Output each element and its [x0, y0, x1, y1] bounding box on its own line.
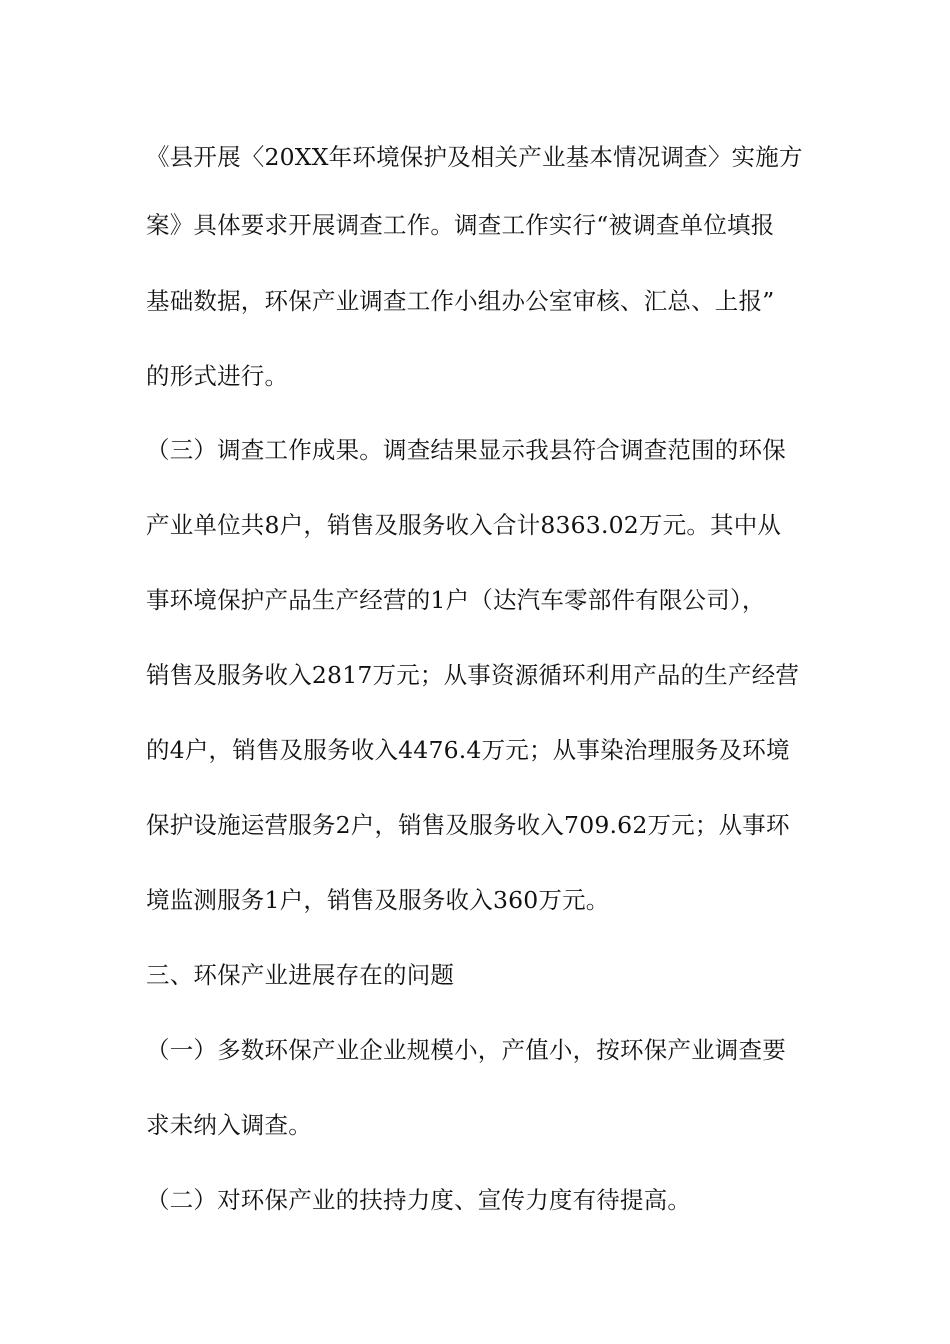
text-line-9: 的4户，销售及服务收入4476.4万元；从事染治理服务及环境: [146, 736, 790, 764]
text-line-10: 保护设施运营服务2户，销售及服务收入709.62万元；从事环: [146, 811, 790, 839]
text-line-11: 境监测服务1户，销售及服务收入360万元。: [146, 886, 610, 914]
text-line-7: 事环境保护产品生产经营的1户（达汽车零部件有限公司），: [146, 586, 766, 614]
text-line-6: 产业单位共8户，销售及服务收入合计8363.02万元。其中从: [146, 511, 782, 539]
text-line-4: 的形式进行。: [146, 362, 289, 390]
text-line-5: （三）调查工作成果。调查结果显示我县符合调查范围的环保: [146, 436, 786, 464]
text-line-14: 求未纳入调查。: [146, 1111, 312, 1139]
text-line-15: （二）对环保产业的扶持力度、宣传力度有待提高。: [146, 1186, 692, 1214]
text-line-1: 《县开展〈20XX年环境保护及相关产业基本情况调查〉实施方: [146, 143, 803, 171]
text-line-3: 基础数据，环保产业调查工作小组办公室审核、汇总、上报”: [146, 287, 775, 315]
text-line-8: 销售及服务收入2817万元；从事资源循环利用产品的生产经营: [146, 661, 800, 689]
text-line-2: 案》具体要求开展调查工作。调查工作实行“被调查单位填报: [146, 211, 775, 239]
section-heading: 三、环保产业进展存在的问题: [146, 961, 455, 989]
text-line-13: （一）多数环保产业企业规模小，产值小，按环保产业调查要: [146, 1036, 786, 1064]
